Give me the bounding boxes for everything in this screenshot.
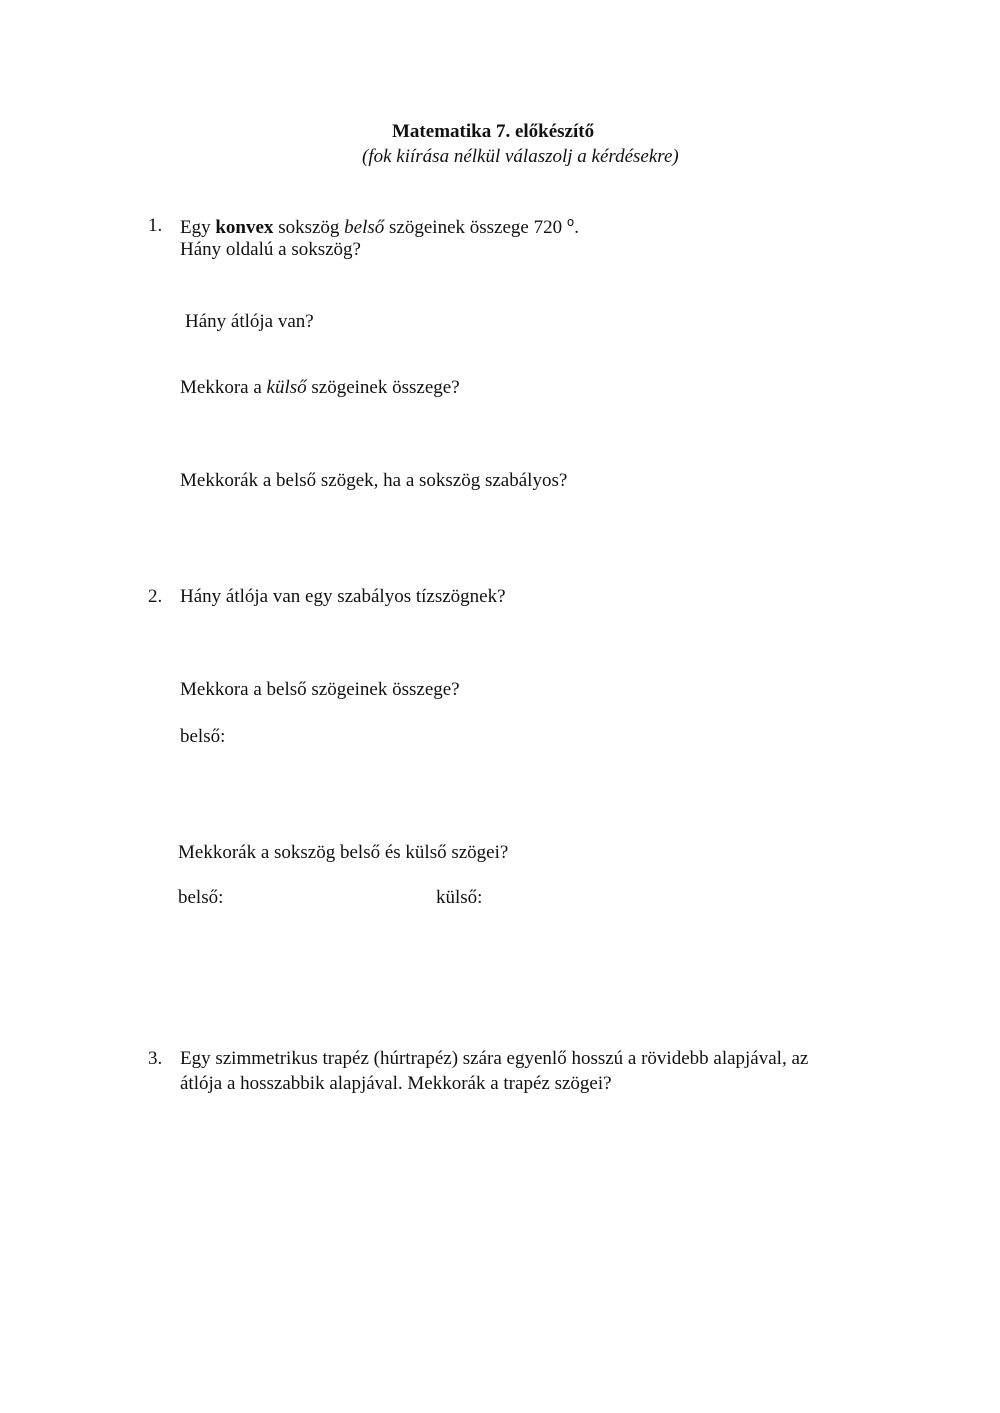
question-1-text bbox=[180, 216, 579, 237]
question-2b: Mekkorák a sokszög belső és külső szögei? bbox=[178, 842, 509, 863]
question-1c: Mekkorák a belső szögek, ha a sokszög szabályos? bbox=[180, 470, 568, 491]
question-2a-label: belső: bbox=[180, 726, 226, 747]
q1-text-pre: Egy bbox=[180, 217, 216, 238]
q1b-pre: Mekkora a bbox=[180, 377, 267, 398]
page-title: Matematika 7. előkészítő bbox=[392, 121, 595, 142]
q1-text-post: szögeinek összege 720 bbox=[384, 217, 567, 238]
q1-text-bold: konvex bbox=[215, 217, 274, 238]
q1-text-end: . bbox=[574, 217, 579, 238]
question-3-line2: átlója a hosszabbik alapjával. Mekkorák a trapéz szögei? bbox=[180, 1073, 612, 1094]
question-2-number: 2. bbox=[148, 586, 163, 607]
question-1b bbox=[180, 378, 460, 397]
question-1-number: 1. bbox=[148, 215, 163, 236]
q1b-post: szögeinek összege? bbox=[306, 377, 460, 398]
q1-text-mid: sokszög bbox=[273, 217, 345, 238]
page-subtitle: (fok kiírása nélkül válaszolj a kérdésekre) bbox=[362, 146, 679, 167]
question-2b-inner-label: belső: bbox=[178, 887, 224, 908]
question-1a: Hány átlója van? bbox=[185, 311, 314, 332]
q1-text-italic: belső bbox=[344, 217, 385, 238]
question-2b-outer-label: külső: bbox=[436, 887, 483, 908]
question-1-line2: Hány oldalú a sokszög? bbox=[180, 239, 361, 260]
question-2a: Mekkora a belső szögeinek összege? bbox=[180, 679, 460, 700]
question-2-text: Hány átlója van egy szabályos tízszögnek? bbox=[180, 586, 506, 607]
degree-symbol: o bbox=[566, 215, 575, 229]
q1b-italic: külső bbox=[266, 377, 307, 398]
question-3-line1: Egy szimmetrikus trapéz (húrtrapéz) szára egyenlő hosszú a rövidebb alapjával, az bbox=[180, 1048, 809, 1069]
question-3-number: 3. bbox=[148, 1048, 163, 1069]
